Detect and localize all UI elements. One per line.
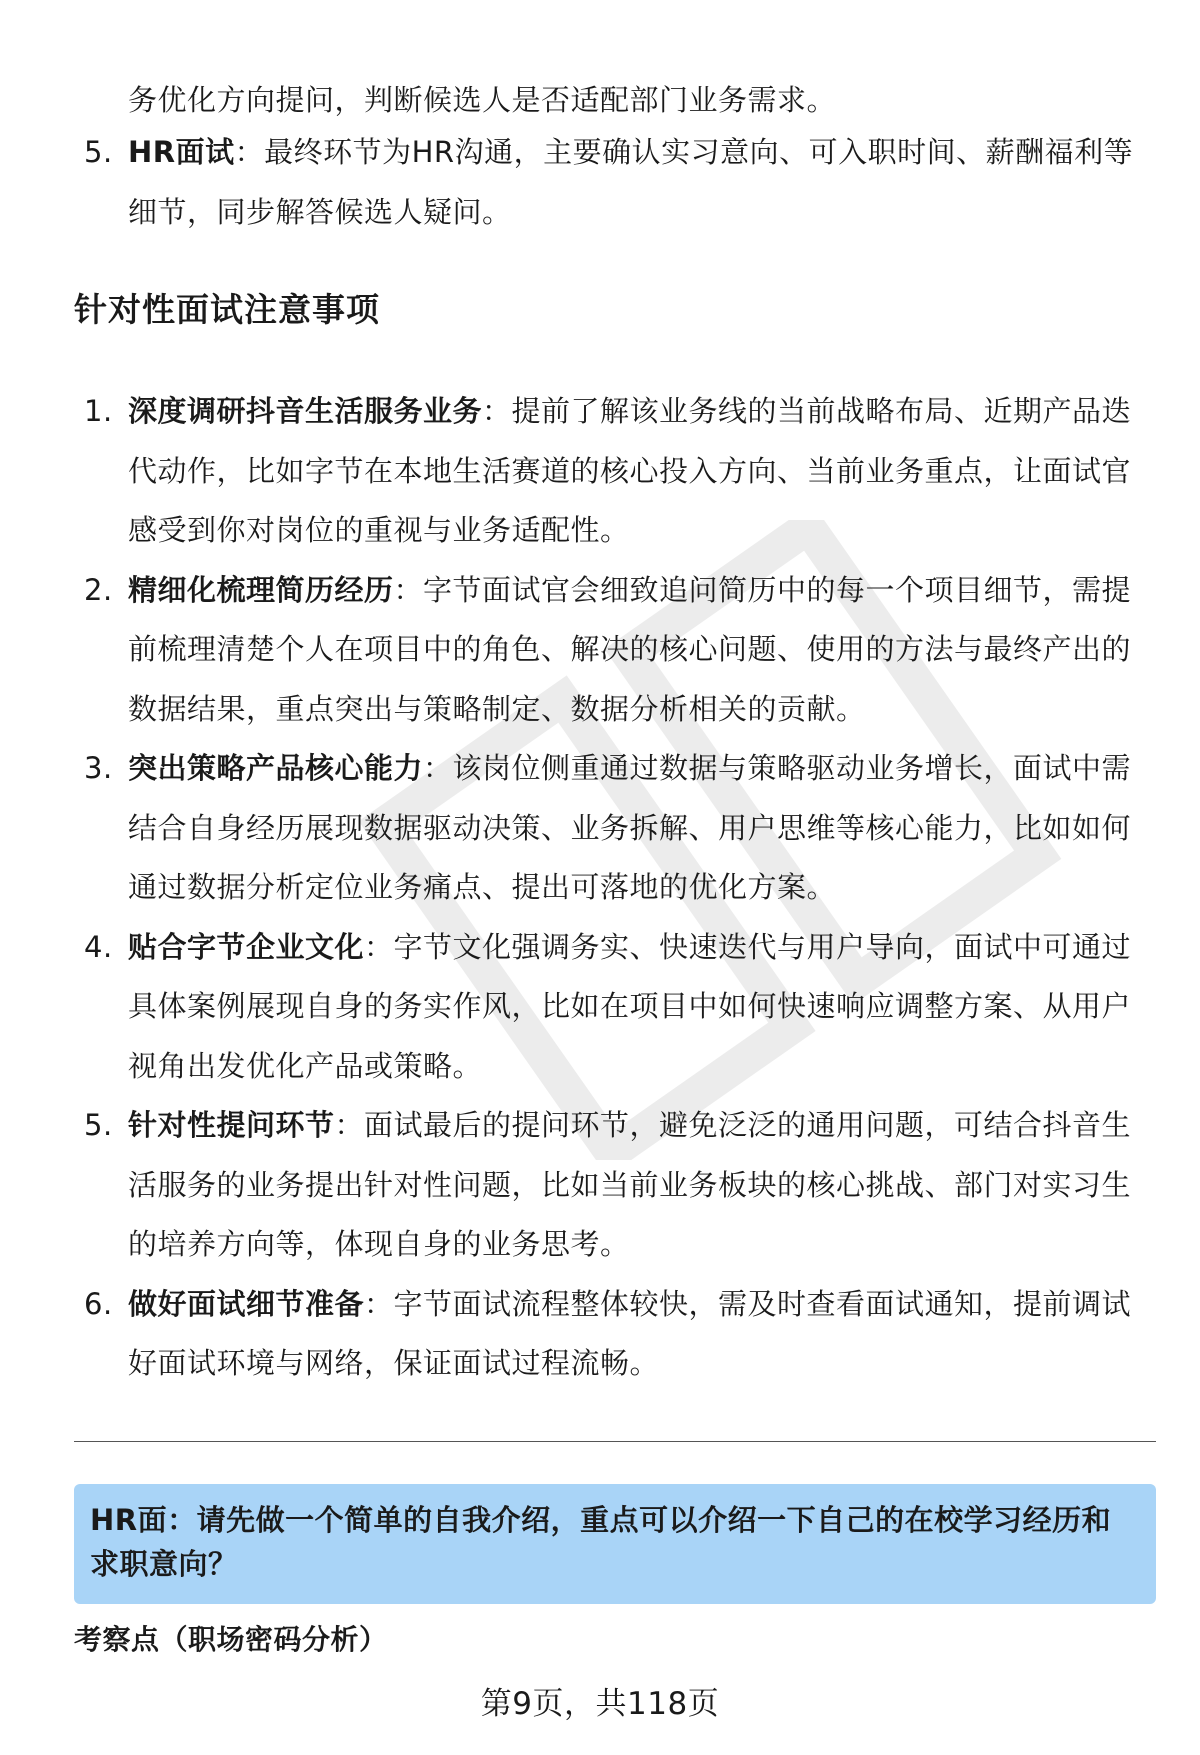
item-term: 贴合字节企业文化 [128,929,365,964]
item-line-1: 最终环节为HR沟通，主要确认实习意向、可入职时间、薪酬福利等 [264,135,1134,169]
list-item [74,739,1154,918]
question-line-2: 求职意向？ [90,1547,238,1581]
item-number: 3. [84,751,113,785]
section-title: 针对性面试注意事项 [74,290,380,329]
item-line-2: 好面试环境与网络，保证面试过程流畅。 [128,1346,660,1380]
item-line-2: 具体案例展现自身的务实作风，比如在项目中如何快速响应调整方案、从用户 [128,989,1132,1023]
list-item [74,123,1154,242]
item-separator: ： [334,1108,365,1142]
list-item [74,1096,1154,1275]
item-term: 针对性提问环节 [128,1108,335,1142]
item-term: 突出策略产品核心能力 [128,751,424,785]
item-line-3: 视角出发优化产品或策略。 [128,1048,483,1083]
item-line-1: 面试最后的提问环节，避免泛泛的通用问题，可结合抖音生 [364,1108,1132,1142]
item-line-3: 感受到你对岗位的重视与业务适配性。 [128,513,630,547]
item-separator: ： [393,572,424,607]
item-separator: ： [364,929,394,964]
list-item [74,382,1154,561]
page-number-footer: 第9页，共118页 [480,1686,720,1722]
item-line-2: 代动作，比如字节在本地生活赛道的核心投入方向、当前业务重点，让面试官 [128,453,1132,488]
item-term: 精细化梳理简历经历 [128,572,394,607]
section-divider [74,1441,1156,1442]
item-line-2: 前梳理清楚个人在项目中的角色、解决的核心问题、使用的方法与最终产出的 [128,632,1132,666]
item-line-1: 该岗位侧重通过数据与策略驱动业务增长，面试中需 [452,751,1132,785]
item-line-2: 细节，同步解答候选人疑问。 [128,194,512,229]
item-line-3: 数据结果，重点突出与策略制定、数据分析相关的贡献。 [128,691,866,726]
item-number: 5. [84,135,113,169]
item-number: 1. [84,394,113,428]
item-line-1: 字节面试流程整体较快，需及时查看面试通知，提前调试 [393,1286,1132,1321]
question-box [74,1484,1156,1604]
continuation-text: 务优化方向提问，判断候选人是否适配部门业务需求。 [128,83,837,117]
item-line-2: 活服务的业务提出针对性问题，比如当前业务板块的核心挑战、部门对实习生 [128,1167,1132,1202]
item-line-1: 字节文化强调务实、快速迭代与用户导向，面试中可通过 [393,929,1132,964]
list-item [74,918,1154,1097]
list-item [74,561,1154,740]
item-number: 4. [84,929,113,964]
item-line-1: 提前了解该业务线的当前战略布局、近期产品迭 [511,394,1132,428]
item-separator: ： [234,135,265,169]
list-item [74,1275,1154,1394]
item-number: 2. [84,572,113,607]
item-line-1: 字节面试官会细致追问简历中的每一个项目细节，需提 [423,572,1132,607]
interview-process-list [74,123,1154,242]
item-term: HR面试 [128,135,235,169]
item-number: 5. [84,1108,113,1142]
item-separator: ： [482,394,512,428]
item-separator: ： [364,1286,394,1321]
item-separator: ： [423,751,453,785]
tips-list [74,382,1154,1394]
item-term: 做好面试细节准备 [128,1286,365,1321]
item-line-3: 的培养方向等，体现自身的业务思考。 [128,1227,630,1261]
question-line-1: HR面：请先做一个简单的自我介绍，重点可以介绍一下自己的在校学习经历和 [90,1503,1112,1537]
item-line-2: 结合自身经历展现数据驱动决策、业务拆解、用户思维等核心能力，比如如何 [128,810,1132,845]
item-number: 6. [84,1286,113,1321]
item-line-3: 通过数据分析定位业务痛点、提出可落地的优化方案。 [128,870,837,904]
item-term: 深度调研抖音生活服务业务 [128,394,483,428]
analysis-heading: 考察点（职场密码分析） [74,1623,388,1656]
